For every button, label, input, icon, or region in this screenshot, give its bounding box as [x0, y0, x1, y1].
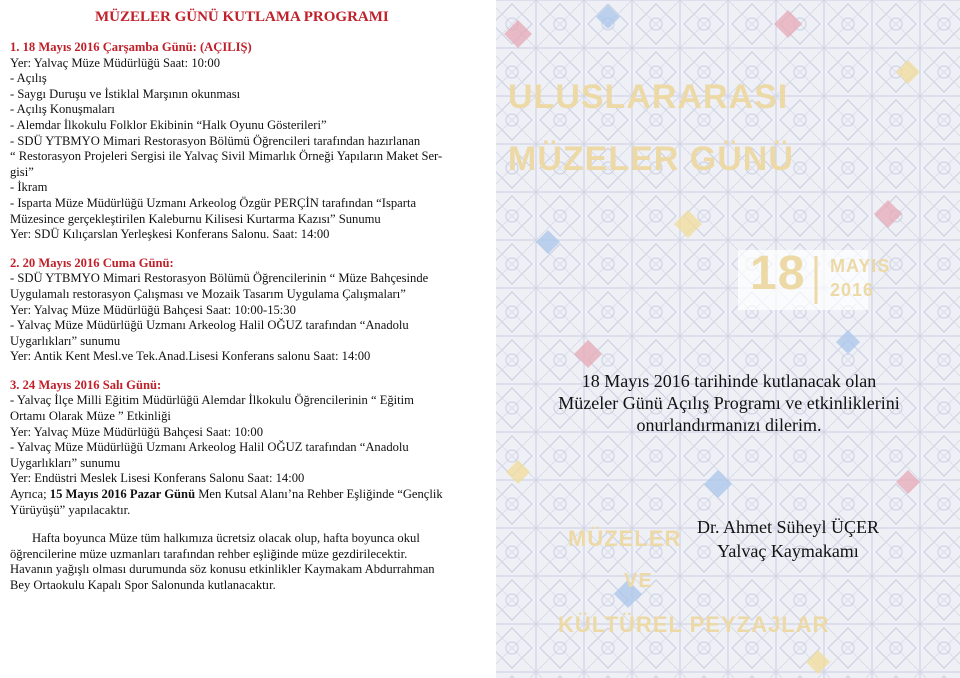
day1-item: - Isparta Müze Müdürlüğü Uzmanı Arkeolog Özgür PERÇİN tarafından “Isparta — [10, 195, 417, 210]
poster-panel — [488, 0, 960, 678]
closing-note: Hafta boyunca Müze tüm halkımıza ücretsiz olacak olup, hafta boyunca okul — [32, 531, 420, 546]
message-line: Müzeler Günü Açılış Programı ve etkinliklerini — [558, 393, 900, 413]
date-month: MAYIS — [830, 256, 891, 276]
bottom-line-2: VE — [624, 570, 653, 592]
bottom-line-3: KÜLTÜREL PEYZAJLAR — [558, 612, 830, 637]
closing-note: Havanın yağışlı olması durumunda söz konusu etkinlikler Kaymakam Abdurrahman — [10, 562, 435, 577]
message-line: onurlandırmanızı dilerim. — [636, 415, 822, 435]
day3-item: Uygarlıkları” sunumu — [10, 455, 121, 470]
day1-item: Müzesince gerçekleştirilen Kaleburnu Kilisesi Kurtarma Kazısı” Sunumu — [10, 211, 381, 226]
extra-event: Yürüyüşü” yapılacaktır. — [10, 502, 131, 517]
closing-note: Bey Ortaokulu Kapalı Spor Salonunda kutlanacaktır. — [10, 578, 276, 592]
signature — [658, 515, 918, 563]
day1-venue: Yer: SDÜ Kılıçarslan Yerleşkesi Konferans Salonu. Saat: 14:00 — [10, 227, 330, 242]
day2-heading: 2. 20 Mayıs 2016 Cuma Günü: — [10, 255, 174, 270]
brand-line-2: MÜZELER GÜNÜ — [508, 140, 794, 178]
day2-venue: Yer: Yalvaç Müze Müdürlüğü Bahçesi Saat: 10:00-15:30 — [10, 302, 296, 317]
signature-name: Dr. Ahmet Süheyl ÜÇER — [696, 517, 879, 537]
day3-venue: Yer: Endüstri Meslek Lisesi Konferans Salonu Saat: 14:00 — [10, 471, 305, 486]
program-lines — [10, 40, 480, 594]
day1-item: - Açılış Konuşmaları — [10, 102, 115, 117]
day3-item: - Yalvaç Müze Müdürlüğü Uzmanı Arkeolog Halil OĞUZ tarafından “Anadolu — [10, 440, 409, 455]
day2-item: - SDÜ YTBMYO Mimari Restorasyon Bölümü Öğrencilerinin “ Müze Bahçesinde — [10, 271, 429, 286]
day2-item: Uygulamalı restorasyon Çalışması ve Mozaik Tasarım Uygulama Çalışmaları” — [10, 286, 406, 301]
day2-item: - Yalvaç Müze Müdürlüğü Uzmanı Arkeolog Halil OĞUZ tarafından “Anadolu — [10, 318, 409, 333]
invitation-message — [518, 370, 940, 436]
day2-venue: Yer: Antik Kent Mesl.ve Tek.Anad.Lisesi Konferans salonu Saat: 14:00 — [10, 349, 371, 364]
closing-note: öğrencilerine müze uzmanları tarafından rehber eşliğinde müze gezdirilecektir. — [10, 546, 408, 561]
day3-item: - Yalvaç İlçe Milli Eğitim Müdürlüğü Alemdar İlkokulu Öğrencilerinin “ Eğitim — [10, 393, 414, 408]
day1-heading: 1. 18 Mayıs 2016 Çarşamba Günü: (AÇILIŞ) — [10, 40, 252, 54]
brand-line-1: ULUSLARARASI — [508, 78, 789, 116]
extra-event-date: 15 Mayıs 2016 Pazar Günü — [49, 487, 196, 502]
program-title: MÜZELER GÜNÜ KUTLAMA PROGRAMI — [95, 9, 389, 25]
date-day: 18 — [750, 247, 806, 300]
date-year: 2016 — [830, 280, 875, 300]
day3-heading: 3. 24 Mayıs 2016 Salı Günü: — [10, 377, 162, 392]
day1-item: - İkram — [10, 180, 48, 195]
day1-item: - SDÜ YTBMYO Mimari Restorasyon Bölümü Öğrencileri tarafından hazırlanan — [10, 133, 421, 148]
day1-item: - Açılış — [10, 71, 47, 86]
extra-event: Ayrıca; 15 Mayıs 2016 Pazar Günü Men Kutsal Alanı’na Rehber Eşliğinde “Gençlik — [10, 487, 443, 502]
day3-venue: Yer: Yalvaç Müze Müdürlüğü Bahçesi Saat: 10:00 — [10, 424, 264, 439]
message-line: 18 Mayıs 2016 tarihinde kutlanacak olan — [581, 371, 877, 391]
day3-item: Ortamı Olarak Müze ” Etkinliği — [10, 409, 171, 424]
signature-title: Yalvaç Kaymakamı — [717, 541, 859, 561]
day1-venue: Yer: Yalvaç Müze Müdürlüğü Saat: 10:00 — [10, 55, 221, 70]
day1-item: “ Restorasyon Projeleri Sergisi ile Yalvaç Sivil Mimarlık Örneği Yapıların Maket Ser- — [10, 149, 443, 164]
day1-item: gisi” — [10, 164, 34, 179]
day1-item: - Alemdar İlkokulu Folklor Ekibinin “Halk Oyunu Gösterileri” — [10, 117, 327, 132]
bottom-line-1: MÜZELER — [568, 526, 682, 551]
day2-item: Uygarlıkları” sunumu — [10, 333, 121, 348]
day1-item: - Saygı Duruşu ve İstiklal Marşının okunması — [10, 86, 241, 101]
